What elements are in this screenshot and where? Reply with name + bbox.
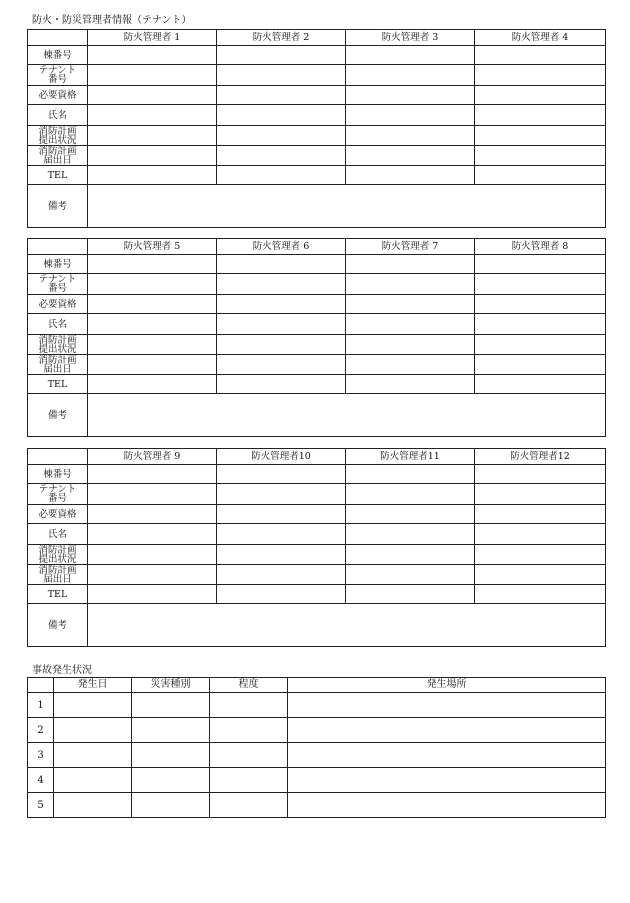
header-corner-cell	[28, 239, 88, 255]
row-label-cell	[28, 355, 88, 375]
row-label-cell	[28, 484, 88, 505]
manager-input-cell[interactable]	[217, 295, 346, 314]
accident-column-header: 程度	[210, 678, 288, 693]
table-row	[28, 146, 606, 166]
table-row	[28, 335, 606, 355]
manager-input-cell[interactable]	[217, 126, 346, 146]
fire-manager-table	[27, 29, 606, 228]
manager-input-cell[interactable]	[346, 484, 475, 505]
manager-input-cell[interactable]	[88, 255, 217, 274]
manager-input-cell[interactable]	[217, 146, 346, 166]
manager-input-cell[interactable]	[88, 166, 217, 185]
manager-input-cell[interactable]	[217, 465, 346, 484]
manager-input-cell[interactable]	[475, 105, 606, 126]
manager-input-cell[interactable]	[88, 274, 217, 295]
row-label: 消防計画	[38, 145, 77, 157]
accident-column-header: 発生日	[54, 678, 132, 693]
row-label-cell	[28, 394, 88, 437]
manager-input-cell[interactable]	[475, 484, 606, 505]
row-label: 消防計画	[38, 564, 77, 576]
manager-input-cell[interactable]	[475, 335, 606, 355]
row-label: テナント	[38, 65, 77, 76]
accident-input-cell[interactable]	[132, 793, 210, 818]
row-label-cell	[28, 335, 88, 355]
manager-input-cell[interactable]	[88, 465, 217, 484]
row-label-cell	[28, 375, 88, 394]
manager-input-cell[interactable]	[88, 335, 217, 355]
table-row	[28, 314, 606, 335]
row-label: 消防計画	[38, 544, 77, 556]
row-label-cell	[28, 524, 88, 545]
row-label: 番号	[47, 493, 67, 504]
header-corner-cell	[28, 30, 88, 46]
manager-input-cell[interactable]	[346, 46, 475, 65]
row-number: 1	[28, 693, 54, 718]
row-label: テナント	[38, 274, 77, 285]
table-row	[28, 484, 606, 505]
manager-input-cell[interactable]	[475, 465, 606, 484]
row-label-cell	[28, 185, 88, 228]
accident-input-cell[interactable]	[288, 793, 606, 818]
row-label-cell	[28, 255, 88, 274]
table-row	[28, 768, 606, 793]
manager-input-cell[interactable]	[475, 565, 606, 585]
row-label: 番号	[47, 74, 67, 85]
manager-input-cell[interactable]	[346, 375, 475, 394]
accident-input-cell[interactable]	[54, 693, 132, 718]
remarks-input-cell[interactable]	[88, 185, 606, 228]
manager-input-cell[interactable]	[475, 314, 606, 335]
accident-input-cell[interactable]	[288, 718, 606, 743]
manager-input-cell[interactable]	[346, 314, 475, 335]
manager-input-cell[interactable]	[346, 465, 475, 484]
table-row	[28, 585, 606, 604]
manager-input-cell[interactable]	[88, 126, 217, 146]
manager-input-cell[interactable]	[88, 146, 217, 166]
table-row	[28, 743, 606, 768]
row-label-cell	[28, 146, 88, 166]
manager-input-cell[interactable]	[346, 65, 475, 86]
row-label-cell	[28, 105, 88, 126]
manager-input-cell[interactable]	[217, 46, 346, 65]
table-row	[28, 274, 606, 295]
table-row	[28, 604, 606, 647]
manager-input-cell[interactable]	[346, 255, 475, 274]
accident-input-cell[interactable]	[210, 793, 288, 818]
row-number: 3	[28, 743, 54, 768]
row-label-cell	[28, 465, 88, 484]
row-number: 5	[28, 793, 54, 818]
row-label-cell	[28, 604, 88, 647]
accident-input-cell[interactable]	[54, 793, 132, 818]
row-label-cell	[28, 166, 88, 185]
manager-input-cell[interactable]	[217, 505, 346, 524]
row-label: 番号	[47, 283, 67, 294]
table-row	[28, 86, 606, 105]
row-label: TEL	[47, 588, 68, 600]
manager-input-cell[interactable]	[88, 585, 217, 604]
table-row	[28, 255, 606, 274]
manager-input-cell[interactable]	[346, 166, 475, 185]
accident-input-cell[interactable]	[210, 718, 288, 743]
row-label: 提出状況	[38, 343, 77, 355]
accident-input-cell[interactable]	[54, 743, 132, 768]
manager-input-cell[interactable]	[346, 505, 475, 524]
manager-input-cell[interactable]	[475, 295, 606, 314]
manager-input-cell[interactable]	[88, 105, 217, 126]
manager-input-cell[interactable]	[88, 355, 217, 375]
manager-input-cell[interactable]	[217, 274, 346, 295]
manager-input-cell[interactable]	[88, 295, 217, 314]
manager-input-cell[interactable]	[217, 524, 346, 545]
manager-input-cell[interactable]	[475, 65, 606, 86]
accident-input-cell[interactable]	[132, 768, 210, 793]
manager-input-cell[interactable]	[346, 565, 475, 585]
manager-input-cell[interactable]	[88, 484, 217, 505]
manager-input-cell[interactable]	[217, 375, 346, 394]
row-label-cell	[28, 126, 88, 146]
row-label: 備考	[47, 619, 67, 631]
table-row	[28, 524, 606, 545]
accident-input-cell[interactable]	[54, 768, 132, 793]
manager-input-cell[interactable]	[475, 375, 606, 394]
row-label: 消防計画	[38, 354, 77, 366]
row-label: TEL	[47, 378, 68, 390]
row-label-cell	[28, 274, 88, 295]
table-row	[28, 545, 606, 565]
table-row	[28, 46, 606, 65]
row-label: テナント	[38, 484, 77, 495]
remarks-input-cell[interactable]	[88, 394, 606, 437]
manager-input-cell[interactable]	[475, 126, 606, 146]
row-label: 氏名	[47, 109, 67, 121]
header-corner-cell	[28, 449, 88, 465]
table-row	[28, 295, 606, 314]
row-label: 氏名	[47, 528, 67, 540]
row-label: 棟番号	[43, 468, 72, 480]
row-label: 必要資格	[38, 508, 77, 520]
manager-input-cell[interactable]	[217, 335, 346, 355]
manager-input-cell[interactable]	[475, 274, 606, 295]
manager-input-cell[interactable]	[475, 46, 606, 65]
row-label: 消防計画	[38, 125, 77, 137]
table-row	[28, 793, 606, 818]
manager-input-cell[interactable]	[217, 314, 346, 335]
manager-input-cell[interactable]	[475, 166, 606, 185]
table-row	[28, 105, 606, 126]
manager-input-cell[interactable]	[346, 105, 475, 126]
manager-input-cell[interactable]	[217, 565, 346, 585]
row-number: 4	[28, 768, 54, 793]
row-label-cell	[28, 565, 88, 585]
manager-input-cell[interactable]	[475, 545, 606, 565]
row-label-cell	[28, 505, 88, 524]
manager-input-cell[interactable]	[346, 524, 475, 545]
row-label-cell	[28, 295, 88, 314]
manager-input-cell[interactable]	[346, 545, 475, 565]
row-label: 提出状況	[38, 134, 77, 146]
manager-input-cell[interactable]	[475, 524, 606, 545]
row-label-cell	[28, 585, 88, 604]
manager-input-cell[interactable]	[88, 46, 217, 65]
table-row	[28, 505, 606, 524]
manager-column-header: 防火管理者 5	[88, 239, 217, 255]
manager-column-header: 防火管理者 3	[346, 30, 475, 46]
manager-input-cell[interactable]	[475, 255, 606, 274]
row-label: 届出日	[43, 154, 72, 166]
manager-column-header: 防火管理者 9	[88, 449, 217, 465]
accident-column-header: 発生場所	[288, 678, 606, 693]
table-row	[28, 65, 606, 86]
accident-input-cell[interactable]	[54, 718, 132, 743]
row-label-cell	[28, 314, 88, 335]
row-label: 必要資格	[38, 298, 77, 310]
accident-table	[27, 677, 606, 818]
manager-info-title: 防火・防災管理者情報（テナント）	[32, 15, 192, 26]
table-row	[28, 718, 606, 743]
manager-input-cell[interactable]	[346, 146, 475, 166]
manager-input-cell[interactable]	[88, 524, 217, 545]
row-label: 棟番号	[43, 258, 72, 270]
manager-input-cell[interactable]	[346, 355, 475, 375]
manager-column-header: 防火管理者 6	[217, 239, 346, 255]
manager-column-header: 防火管理者 7	[346, 239, 475, 255]
accident-status-title: 事故発生状況	[32, 665, 92, 676]
accident-input-cell[interactable]	[288, 693, 606, 718]
row-label-cell	[28, 545, 88, 565]
accident-input-cell[interactable]	[210, 693, 288, 718]
table-row	[28, 126, 606, 146]
row-label: TEL	[47, 169, 68, 181]
accident-input-cell[interactable]	[132, 718, 210, 743]
manager-column-header: 防火管理者11	[346, 449, 475, 465]
table-row	[28, 394, 606, 437]
row-label: 備考	[47, 200, 67, 212]
manager-input-cell[interactable]	[475, 146, 606, 166]
row-label: 届出日	[43, 363, 72, 375]
manager-column-header: 防火管理者10	[217, 449, 346, 465]
manager-column-header: 防火管理者 1	[88, 30, 217, 46]
manager-input-cell[interactable]	[475, 355, 606, 375]
accident-input-cell[interactable]	[288, 743, 606, 768]
row-label: 棟番号	[43, 49, 72, 61]
table-row	[28, 185, 606, 228]
table-row	[28, 693, 606, 718]
manager-input-cell[interactable]	[217, 484, 346, 505]
table-row	[28, 565, 606, 585]
manager-input-cell[interactable]	[217, 65, 346, 86]
row-label: 提出状況	[38, 553, 77, 565]
fire-manager-table	[27, 238, 606, 437]
accident-input-cell[interactable]	[132, 693, 210, 718]
manager-input-cell[interactable]	[475, 585, 606, 604]
manager-input-cell[interactable]	[88, 65, 217, 86]
header-corner-cell	[28, 678, 54, 693]
row-label: 消防計画	[38, 334, 77, 346]
manager-input-cell[interactable]	[217, 166, 346, 185]
table-row	[28, 166, 606, 185]
table-row	[28, 355, 606, 375]
fire-manager-table	[27, 448, 606, 647]
table-row	[28, 465, 606, 484]
remarks-input-cell[interactable]	[88, 604, 606, 647]
accident-input-cell[interactable]	[288, 768, 606, 793]
manager-input-cell[interactable]	[346, 295, 475, 314]
row-label: 届出日	[43, 573, 72, 585]
manager-input-cell[interactable]	[217, 545, 346, 565]
row-label: 備考	[47, 409, 67, 421]
manager-input-cell[interactable]	[475, 86, 606, 105]
manager-input-cell[interactable]	[346, 86, 475, 105]
row-label-cell	[28, 86, 88, 105]
row-label: 必要資格	[38, 89, 77, 101]
manager-input-cell[interactable]	[88, 314, 217, 335]
accident-input-cell[interactable]	[210, 768, 288, 793]
accident-column-header: 災害種別	[132, 678, 210, 693]
manager-input-cell[interactable]	[346, 126, 475, 146]
accident-input-cell[interactable]	[132, 743, 210, 768]
row-label: 氏名	[47, 318, 67, 330]
manager-input-cell[interactable]	[88, 505, 217, 524]
manager-input-cell[interactable]	[88, 545, 217, 565]
row-number: 2	[28, 718, 54, 743]
accident-input-cell[interactable]	[210, 743, 288, 768]
manager-input-cell[interactable]	[346, 585, 475, 604]
manager-input-cell[interactable]	[217, 355, 346, 375]
manager-column-header: 防火管理者12	[475, 449, 606, 465]
manager-column-header: 防火管理者 4	[475, 30, 606, 46]
manager-input-cell[interactable]	[217, 105, 346, 126]
table-row	[28, 375, 606, 394]
manager-column-header: 防火管理者 2	[217, 30, 346, 46]
manager-input-cell[interactable]	[346, 274, 475, 295]
manager-input-cell[interactable]	[88, 375, 217, 394]
row-label-cell	[28, 65, 88, 86]
manager-column-header: 防火管理者 8	[475, 239, 606, 255]
manager-input-cell[interactable]	[217, 86, 346, 105]
manager-input-cell[interactable]	[88, 565, 217, 585]
manager-input-cell[interactable]	[217, 255, 346, 274]
manager-input-cell[interactable]	[346, 335, 475, 355]
manager-input-cell[interactable]	[217, 585, 346, 604]
row-label-cell	[28, 46, 88, 65]
manager-input-cell[interactable]	[88, 86, 217, 105]
manager-input-cell[interactable]	[475, 505, 606, 524]
